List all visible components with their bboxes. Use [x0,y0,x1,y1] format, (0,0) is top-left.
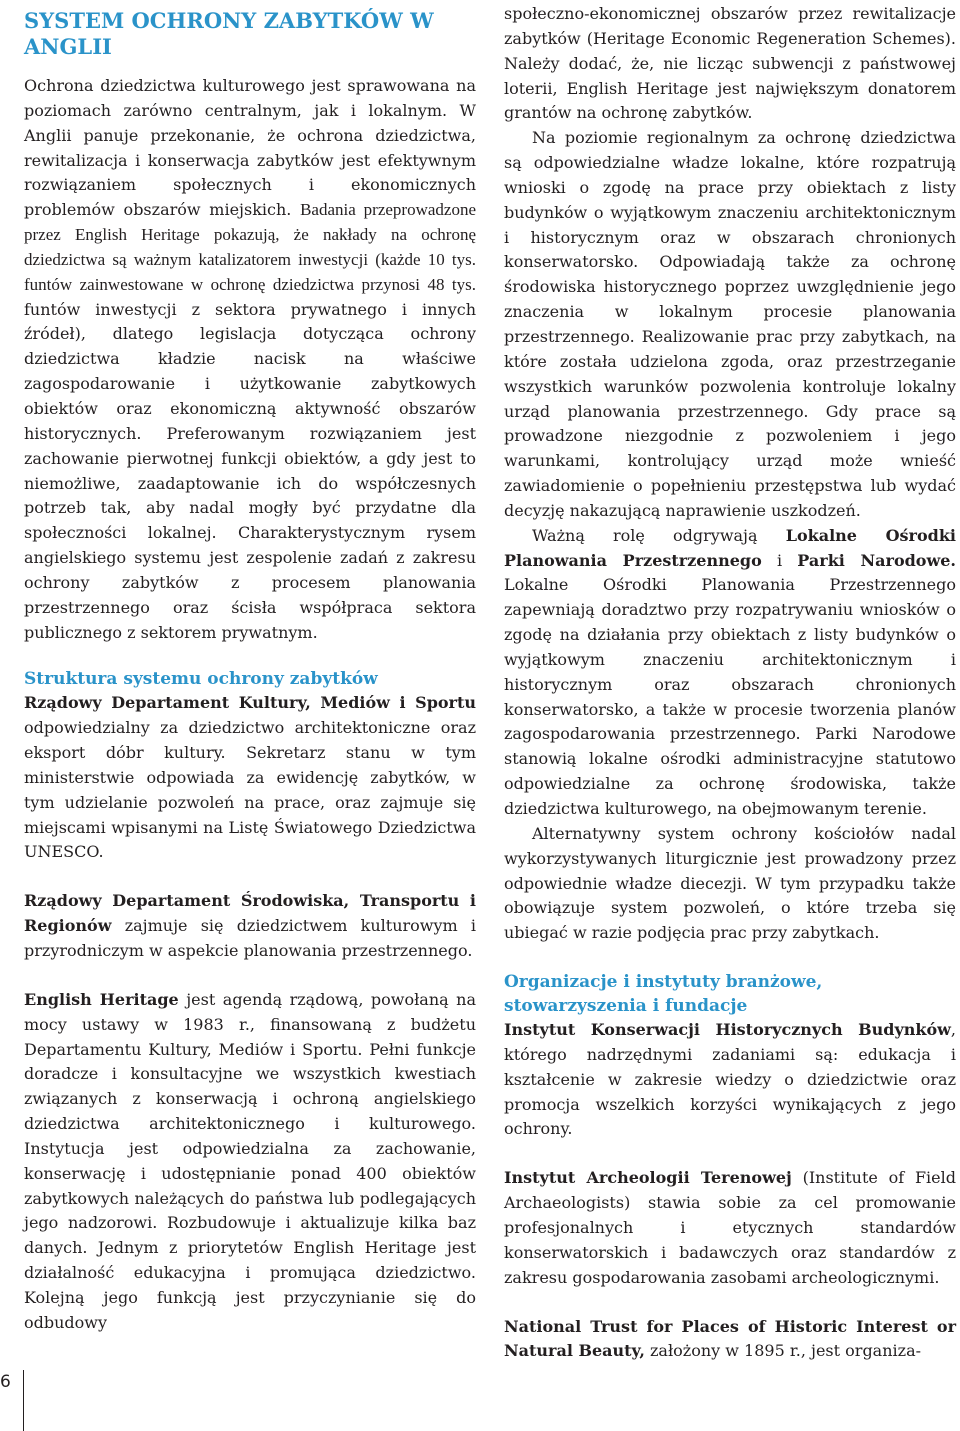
left-column [24,0,476,1336]
regeneration-paragraph: społeczno-ekonomicznej obszarów przez rewitalizacje zabytków (Heritage Economic Regeneration Schemes). Należy dodać, że, nie licząc subwencji z państwowej loterii, English Heritage jest największym donatorem grantów na ochronę zabytków. [504,4,956,123]
page-number: 6 [0,1372,11,1392]
detr-name: Rządowy Departament Środowiska, Transportu i Regionów [24,891,476,936]
section-title-organizations: Organizacje i instytuty branżowe, stowarzyszenia i fundacje [504,972,823,1017]
dcms-text: odpowiedzialny za dziedzictwo architektoniczne oraz eksport dóbr kultury. Sekretarz stanu w tym ministerstwie odpowiada za ewidencję zabytków, w tym udzielanie pozwoleń na prace, oraz zajmuje się miejscami wpisanymi na Listę Światowego Dziedzictwa UNESCO. [24,718,476,862]
page-number-rule [23,1370,24,1431]
detr-paragraph [24,889,476,964]
churches-paragraph: Alternatywny system ochrony kościołów nadal wykorzystywanych liturgicznie jest prowadzony przez odpowiednie władze diecezji. W tym przypadku także obowiązuje system pozwoleń, o które trzeba się ubiegać w razie podjęcia prac przy zabytkach. [504,823,956,943]
ihbc-name: Instytut Konserwacji Historycznych Budynków [504,1020,951,1040]
planning-text: Lokalne Ośrodki Planowania Przestrzennego zapewniają doradztwo przy rozpatrywaniu wniosków o zgodę na działania przy obiektach z listy budynków o wyjątkowym znaczeniu architektonicznym i historycznym oraz obszarach chronionych konserwatorsko, a także w procesie tworzenia planów zagospodarowania przestrzennego. Parki Narodowe stanowią lokalne ośrodki administracyjne statutowo odpowiedzialne za ochronę środowiska, także dziedzictwa kulturowego, na obejmowanym terenie. [504,575,956,818]
english-heritage-text: jest agendą rządową, powołaną na mocy ustawy w 1983 r., finansowaną z budżetu Departamentu Kultury, Mediów i Sportu. Pełni funkcje doradcze i konsultacyjne we wszystkich kwestiach związanych z konserwacją i ochroną angielskiego dziedzictwa architektonicznego i kulturowego. Instytucja jest odpowiedzialna za zachowanie, konserwację i udostępnianie ponad 400 obiektów zabytkowych należących do państwa lub podlegających jego nadzorowi. Rozbudowuje i aktualizuje kilka baz danych. Jednym z priorytetów English Heritage jest działalność edukacyjna i promująca dziedzictwo. Kolejną jego funkcją jest przyczynianie się do odbudowy [24,989,477,1332]
intro-text-c: funtów inwestycji z sektora prywatnego i innych źródeł), dlatego legislacja dotycząca ochrony dziedzictwa kładzie nacisk na właściwe zagospodarowanie i użytkowanie zabytkowych obiektów oraz ekonomiczną aktywność obszarów historycznych. Preferowanym rozwiązaniem jest zachowanie pierwotnej funkcji obiektów, a gdy jest to niemożliwe, zaadaptowanie ich do współczesnych potrzeb tak, aby nadal mogły być przydatne dla społeczności lokalnej. Charakterystycznym rysem angielskiego systemu jest zespolenie zadań z zakresu ochrony zabytków z procesem planowania przestrzennego oraz ścisła współpraca sektora publicznego z sektorem prywatnym. [24,299,476,642]
national-trust-text: założony w 1895 r., jest organiza- [649,1341,922,1361]
local-planning-name: Lokalne Ośrodki Planowania Przestrzennego [504,525,956,570]
section-title-structure: Struktura systemu ochrony zabytków [24,669,378,690]
ihbc-paragraph [504,1018,956,1142]
ihbc-text: , którego nadrzędnymi zadaniami są: edukacja i kształcenie w zakresie wiedzy o dziedzictwie oraz promocja wszelkich korzyści wynikających z jego ochrony. [504,1020,956,1139]
intro-paragraph [24,74,476,645]
intro-text-a: Ochrona dziedzictwa kulturowego jest sprawowana na poziomach zarówno centralnym, jak i lokalnym. W Anglii panuje przekonanie, że ochrona dziedzictwa, rewitalizacja i konserwacja zabytków jest efektywnym rozwiązaniem społecznych i ekonomicznych problemów obszarów miejskich. [24,76,476,220]
right-column [504,0,956,1364]
ifa-text: (Institute of Field Archaeologists) stawia sobie za cel promowanie profesjonalnych i etycznych standardów konserwatorskich i badawczych oraz standardów z zakresu gospodarowania zasobami archeologicznymi. [504,1168,956,1287]
english-heritage-paragraph [24,988,476,1336]
planning-lead: Ważną rolę odgrywają [532,525,758,545]
detr-text: zajmuje się dziedzictwem kulturowym i przyrodniczym w aspekcie planowania przestrzennego. [24,916,476,960]
national-trust-name: National Trust for Places of Historic Interest or Natural Beauty, [504,1316,956,1361]
regional-paragraph: Na poziomie regionalnym za ochronę dziedzictwa są odpowiedzialne władze lokalne, które rozpatrują wnioski o zgodę na prace przy obiektach z listy budynków o wyjątkowym znaczeniu architektonicznym i historycznym oraz w obszarach chronionych konserwatorsko. Odpowiadają także za ochronę środowiska historycznego poprzez uwzględnienie jego znaczenia w lokalnym procesie planowania przestrzennego. Realizowanie prac przy zabytkach, na które została udzielona zgoda, oraz przestrzeganie wszystkich warunków pozwolenia kontroluje lokalny urząd planowania przestrzennego. Gdy prace są prowadzone niezgodnie z pozwoleniem i jego warunkami, kontrolujący urząd może wnieść zawiadomienie o popełnieniu przestępstwa lub wydać decyzję nakazującą naprawienie uszkodzeń. [504,128,956,520]
planning-parks-paragraph [504,524,956,822]
planning-and: i [776,550,783,570]
page-title: SYSTEM OCHRONY ZABYTKÓW W ANGLII [24,8,434,59]
national-parks-name: Parki Narodowe. [797,550,956,570]
intro-text-b: Badania przeprowadzone przez English Heritage pokazują, że nakłady na ochronę dziedzictwa są ważnym katalizatorem inwestycji (każde 10 tys. funtów zainwestowane w ochronę dziedzictwa przynosi 48 tys. [24,200,476,294]
ifa-name: Instytut Archeologii Terenowej [504,1168,792,1188]
english-heritage-name: English Heritage [24,989,179,1009]
ifa-paragraph [504,1166,956,1290]
dcms-name: Rządowy Departament Kultury, Mediów i Sportu [24,693,476,713]
dcms-paragraph [24,691,476,865]
national-trust-paragraph [504,1315,956,1365]
